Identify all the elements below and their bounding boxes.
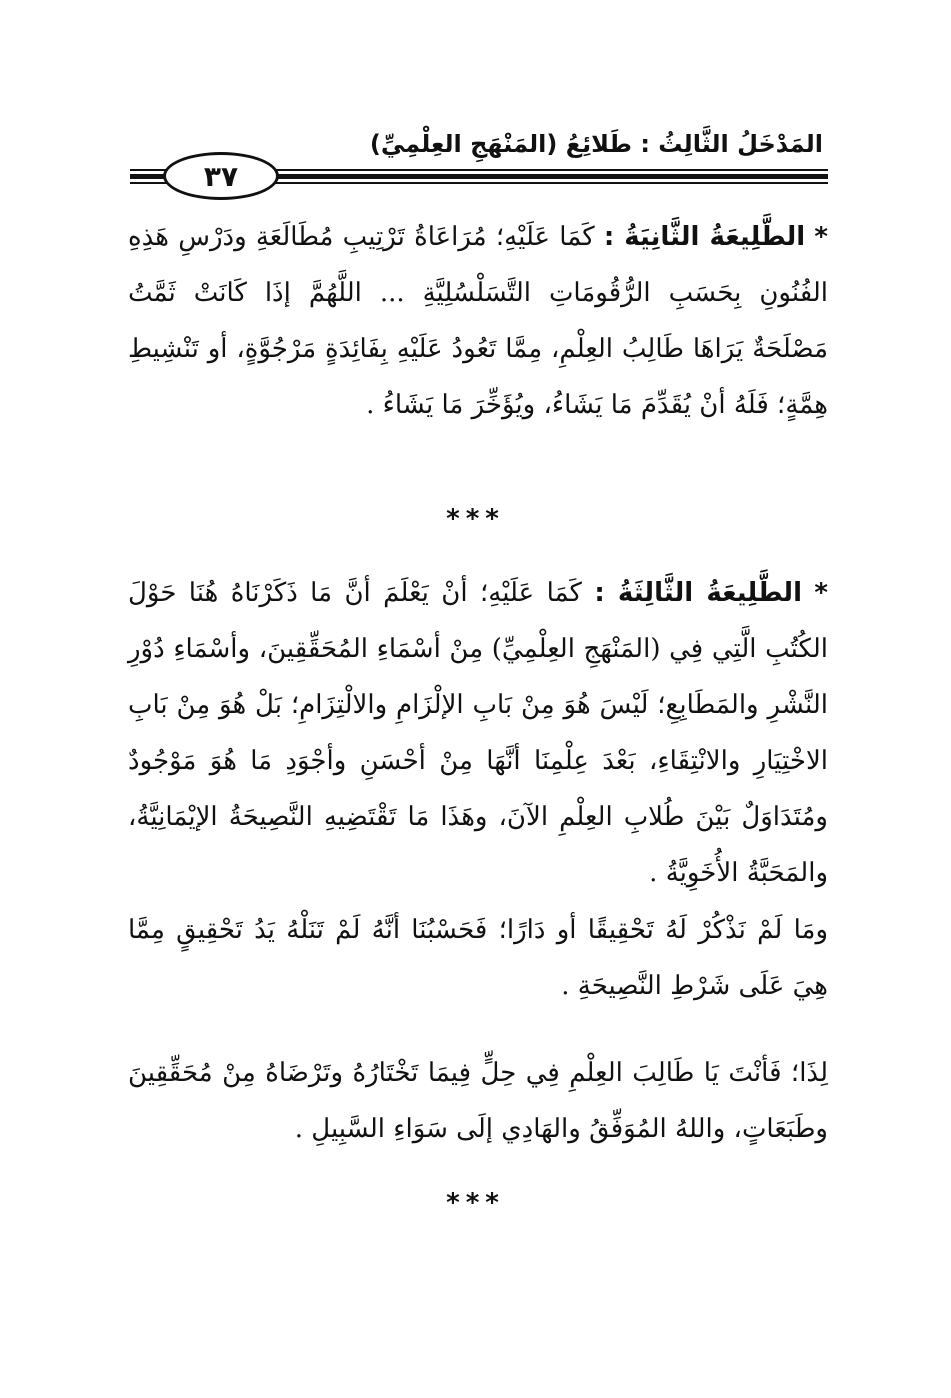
running-header-title: المَدْخَلُ الثَّالِثُ : طَلائِعُ (المَنْهَجِ العِلْمِيِّ): [369, 130, 823, 158]
paragraph-no-edition: ومَا لَمْ نَذْكُرْ لَهُ تَحْقِيقًا أو دَارًا؛ فَحَسْبُنَا أنَّهُ لَمْ تَنَلْهُ يَدُ تَحْقِيقٍ مِمَّا هِيَ عَلَى شَرْطِ النَّصِيحَةِ .: [128, 915, 828, 1001]
section-title: الطَّلِيعَةُ الثَّالِثَةُ :: [594, 578, 802, 608]
section-body: كَمَا عَلَيْهِ؛ مُرَاعَاةُ تَرْتِيبِ مُطَالَعَةِ ودَرْسِ هَذِهِ الفُنُونِ بِحَسَبِ الرُّقُومَاتِ التَّسَلْسُلِيَّةِ ... اللَّهُمَّ إذَا كَانَتْ ثَمَّتُ مَصْلَحَةٌ يَرَاهَا طَالِبُ العِلْمِ، مِمَّا تَعُودُ عَلَيْهِ بِفَائِدَةٍ مَرْجُوَّةٍ، أو تَنْشِيطِ هِمَّةٍ؛ فَلَهُ أنْ يُقَدِّمَ مَا يَشَاءُ، ويُؤَخِّرَ مَا يَشَاءُ .: [128, 222, 828, 420]
bullet-star-icon: *: [814, 578, 829, 608]
bullet-star-icon: *: [814, 222, 829, 252]
separator-stars: ***: [446, 1188, 505, 1218]
page-number: ٣٧: [203, 159, 239, 193]
separator-stars: ***: [446, 504, 505, 534]
paragraph-conclusion: لِذَا؛ فَأنْتَ يَا طَالِبَ العِلْمِ فِي حِلٍّ فِيمَا تَخْتَارُهُ وتَرْضَاهُ مِنْ مُحَقِّقِينَ وطَبَعَاتٍ، واللهُ المُوَفِّقُ والهَادِي إلَى سَوَاءِ السَّبِيلِ .: [128, 1058, 828, 1144]
section-title: الطَّلِيعَةُ الثَّانِيَةُ :: [603, 222, 806, 252]
page-number-badge: [163, 152, 279, 200]
section-second-vanguard: [128, 209, 828, 433]
section-body: كَمَا عَلَيْهِ؛ أنْ يَعْلَمَ أنَّ مَا ذَكَرْنَاهُ هُنَا حَوْلَ الكُتُبِ الَّتِي فِي (المَنْهَجِ العِلْمِيِّ) مِنْ أسْمَاءِ المُحَقِّقِينَ، وأسْمَاءِ دُوْرِ النَّشْرِ والمَطَابِعِ؛ لَيْسَ هُوَ مِنْ بَابِ الإلْزَامِ والالْتِزَامِ؛ بَلْ هُوَ مِنْ بَابِ الاخْتِيَارِ والانْتِقَاءِ، بَعْدَ عِلْمِنَا أنَّهَا مِنْ أحْسَنِ وأجْوَدِ مَا هُوَ مَوْجُودٌ ومُتَدَاوَلٌ بَيْنَ طُلابِ العِلْمِ الآنَ، وهَذَا مَا تَقْتَضِيهِ النَّصِيحَةُ الإيْمَانِيَّةُ، والمَحَبَّةُ الأُخَوِيَّةُ .: [128, 578, 828, 888]
section-third-vanguard: [128, 565, 828, 901]
